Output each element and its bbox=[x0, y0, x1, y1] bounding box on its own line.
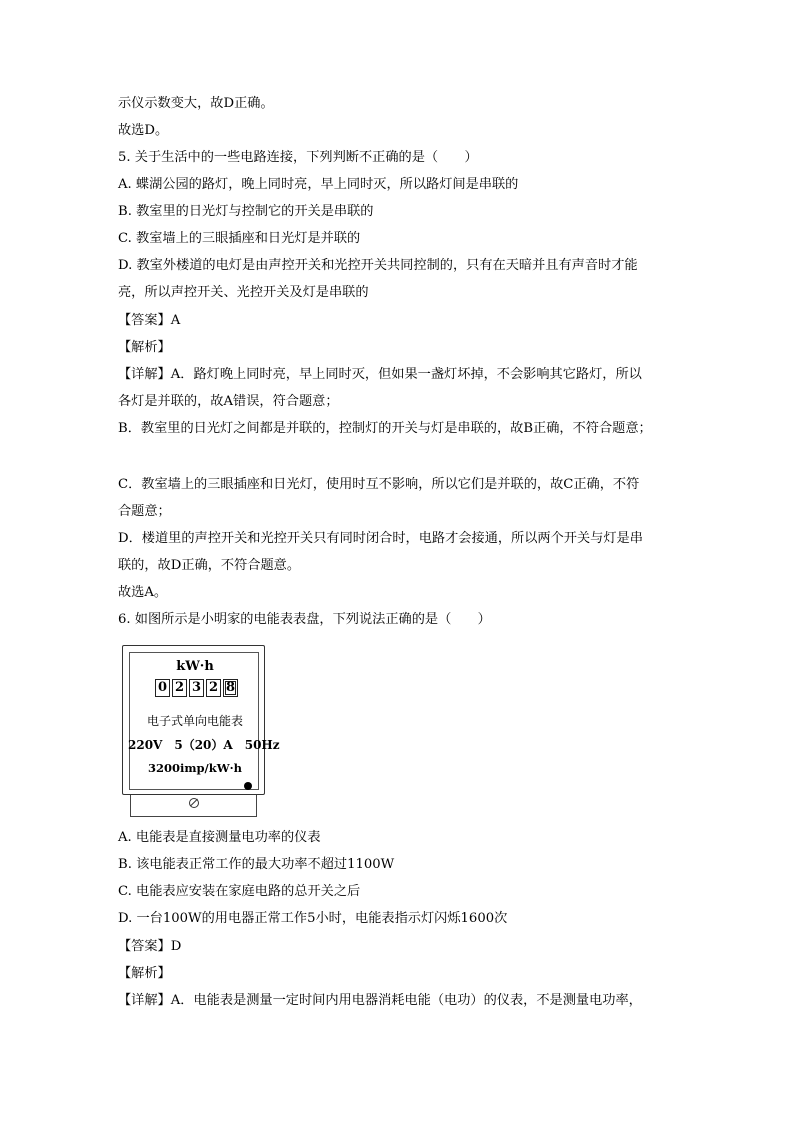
conclusion: 故选A。 bbox=[118, 585, 168, 600]
answer-label: 【答案】D bbox=[118, 939, 182, 954]
meter-rating: 220V 5（20）A 50Hz bbox=[128, 738, 280, 752]
detail-c-cont: 合题意； bbox=[118, 504, 171, 519]
analysis-label: 【解析】 bbox=[118, 340, 171, 355]
question-5-stem: 5. 关于生活中的一些电路连接，下列判断不正确的是（ ） bbox=[118, 150, 478, 165]
meter-digit: 2 bbox=[172, 679, 187, 697]
meter-unit: kW·h bbox=[176, 659, 214, 674]
detail-d: D．楼道里的声控开关和光控开关只有同时闭合时，电路才会接通，所以两个开关与灯是串 bbox=[118, 531, 643, 546]
detail-d-cont: 联的，故D正确，不符合题意。 bbox=[118, 558, 301, 573]
meter-digit: 0 bbox=[155, 679, 170, 697]
meter-digit-decimal: 8 bbox=[223, 679, 238, 697]
text-line: 示仪示数变大，故D正确。 bbox=[118, 96, 274, 111]
option-b-q6: B. 该电能表正常工作的最大功率不超过1100W bbox=[118, 857, 395, 872]
question-6-stem: 6. 如图所示是小明家的电能表表盘，下列说法正确的是（ ） bbox=[118, 612, 491, 627]
energy-meter-figure bbox=[122, 645, 280, 818]
indicator-led-icon bbox=[244, 782, 252, 790]
option-d: D. 教室外楼道的电灯是由声控开关和光控开关共同控制的，只有在天暗并且有声音时才能 bbox=[118, 258, 638, 273]
option-a-q6: A. 电能表是直接测量电功率的仪表 bbox=[118, 830, 321, 845]
meter-digit: 2 bbox=[206, 679, 221, 697]
answer-label: 【答案】A bbox=[118, 313, 181, 328]
meter-panel bbox=[128, 652, 280, 790]
detail-a-cont: 各灯是并联的，故A错误，符合题意； bbox=[118, 394, 339, 409]
detail-a: 【详解】A．路灯晚上同时亮，早上同时灭，但如果一盏灯坏掉，不会影响其它路灯，所以 bbox=[118, 367, 642, 382]
meter-impulse: 3200imp/kW·h bbox=[147, 761, 243, 775]
option-b: B. 教室里的日光灯与控制它的开关是串联的 bbox=[118, 204, 374, 219]
meter-terminal-cover bbox=[130, 795, 257, 817]
meter-frame bbox=[122, 645, 280, 795]
detail-a-q6: 【详解】A．电能表是测量一定时间内用电器消耗电能（电功）的仪表，不是测量电功率， bbox=[118, 993, 642, 1008]
option-d-q6: D. 一台100W的用电器正常工作5小时，电能表指示灯闪烁1600次 bbox=[118, 911, 508, 926]
meter-reading bbox=[155, 679, 238, 697]
option-a: A. 蝶湖公园的路灯，晚上同时亮，早上同时灭，所以路灯间是串联的 bbox=[118, 177, 519, 192]
analysis-label: 【解析】 bbox=[118, 966, 171, 981]
meter-digit: 3 bbox=[189, 679, 204, 697]
option-d-cont: 亮，所以声控开关、光控开关及灯是串联的 bbox=[118, 285, 369, 300]
text-line: 故选D。 bbox=[118, 123, 169, 138]
option-c-q6: C. 电能表应安装在家庭电路的总开关之后 bbox=[118, 884, 361, 899]
screw-icon bbox=[189, 798, 199, 808]
detail-c: C．教室墙上的三眼插座和日光灯，使用时互不影响，所以它们是并联的，故C正确，不符 bbox=[118, 477, 640, 492]
meter-title: 电子式单向电能表 bbox=[146, 714, 243, 728]
option-c: C. 教室墙上的三眼插座和日光灯是并联的 bbox=[118, 231, 361, 246]
detail-b: B．教室里的日光灯之间都是并联的，控制灯的开关与灯是串联的，故B正确，不符合题意； bbox=[118, 421, 652, 436]
